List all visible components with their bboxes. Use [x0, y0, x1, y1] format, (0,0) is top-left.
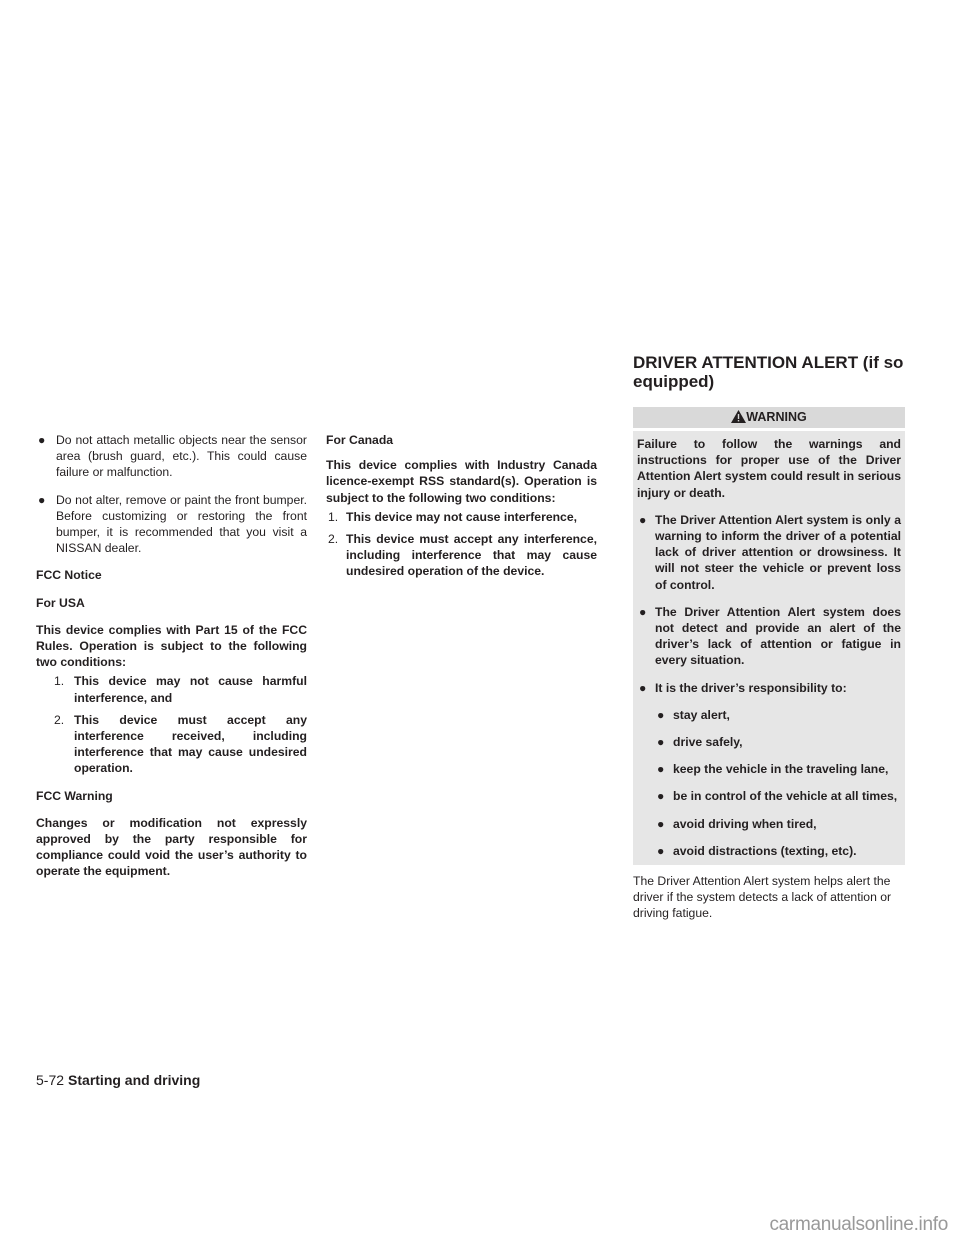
watermark: carmanualsonline.info [769, 1214, 948, 1235]
bullet-text: drive safely, [673, 735, 743, 750]
bullet-icon: ● [657, 735, 665, 750]
fcc-warning-heading: FCC Warning [36, 788, 113, 803]
bullet-icon: ● [657, 707, 665, 722]
bullet-text: avoid driving when tired, [673, 816, 817, 831]
warning-triangle-icon [731, 410, 746, 423]
canada-text: This device complies with Industry Canada licence-exempt RSS standard(s). Operation is subject to the following two conditions: [326, 458, 597, 505]
for-canada-heading: For Canada [326, 433, 394, 447]
right-column [633, 353, 905, 933]
sub-list-item [637, 707, 901, 723]
warning-body [633, 431, 905, 865]
usa-text: This device complies with Part 15 of the FCC Rules. Operation is subject to the following two conditions: [36, 622, 307, 670]
bullet-icon: ● [657, 816, 665, 831]
warning-header [633, 407, 905, 428]
list-item [637, 512, 901, 593]
sub-list-item [637, 734, 901, 750]
list-item [36, 492, 307, 557]
warning-title: WARNING [746, 410, 807, 424]
bullet-text: Do not attach metallic objects near the sensor area (brush guard, etc.). This could cause failure or malfunction. [56, 433, 307, 480]
item-text: This device may not cause harmful interference, and [74, 674, 307, 705]
fcc-warning-text: Changes or modification not expressly approved by the party responsible for compliance could void the user’s authority to operate the equipment. [36, 815, 307, 879]
bullet-text: stay alert, [673, 707, 730, 722]
bullet-text: The Driver Attention Alert system is only a warning to inform the driver of a potential lack of driver attention or drowsiness. It will not steer the vehicle or prevent loss of control. [655, 512, 901, 592]
bullet-text: be in control of the vehicle at all times, [673, 789, 898, 804]
warning-box [633, 407, 905, 865]
list-item [36, 712, 307, 777]
page-footer [36, 1071, 200, 1089]
left-column [36, 432, 307, 891]
list-item [326, 509, 597, 525]
sub-list-item [637, 788, 901, 804]
sub-list-item [637, 816, 901, 832]
bullet-icon: ● [657, 789, 665, 804]
bullet-icon: ● [657, 843, 665, 858]
item-text: This device may not cause interference, [346, 509, 577, 524]
list-item [637, 604, 901, 669]
item-number: 2. [54, 712, 65, 727]
section-name: Starting and driving [68, 1072, 201, 1088]
bullet-icon: ● [639, 604, 647, 619]
fcc-notice-heading: FCC Notice [36, 568, 102, 583]
item-text: This device must accept any interference received, including interference that may cause undesired operation. [74, 712, 307, 776]
item-number: 2. [328, 532, 339, 547]
sub-list-item [637, 843, 901, 859]
middle-column [326, 432, 597, 591]
item-number: 1. [328, 509, 339, 524]
item-text: This device must accept any interference, including interference that may cause undesired operation of the device. [346, 532, 597, 579]
bullet-text: The Driver Attention Alert system does not detect and provide an alert of the driver’s lack of attention or fatigue in every situation. [655, 604, 901, 668]
list-item [637, 680, 901, 696]
page-number: 5-72 [36, 1072, 65, 1088]
bullet-text: keep the vehicle in the traveling lane, [673, 762, 889, 777]
bullet-icon: ● [38, 433, 46, 447]
body-text: The Driver Attention Alert system helps alert the driver if the system detects a lack of attention or driving fatigue. [633, 874, 892, 921]
bullet-text: Do not alter, remove or paint the front bumper. Before customizing or restoring the front bumper, it is recommended that you visit a NISSAN dealer. [56, 492, 307, 556]
list-item [326, 531, 597, 580]
list-item [36, 673, 307, 705]
warning-intro: Failure to follow the warnings and instructions for proper use of the Driver Attention Alert system could result in serious injury or death. [637, 437, 901, 500]
bullet-text: It is the driver’s responsibility to: [655, 680, 847, 695]
bullet-icon: ● [38, 492, 46, 507]
bullet-icon: ● [639, 680, 647, 695]
for-usa-heading: For USA [36, 595, 85, 610]
bullet-icon: ● [639, 512, 647, 527]
bullet-icon: ● [657, 762, 665, 777]
item-number: 1. [54, 674, 65, 689]
bullet-text: avoid distractions (texting, etc). [673, 843, 857, 858]
sub-list-item [637, 761, 901, 777]
list-item [36, 432, 307, 481]
section-heading: DRIVER ATTENTION ALERT (if so equipped) [633, 353, 904, 391]
